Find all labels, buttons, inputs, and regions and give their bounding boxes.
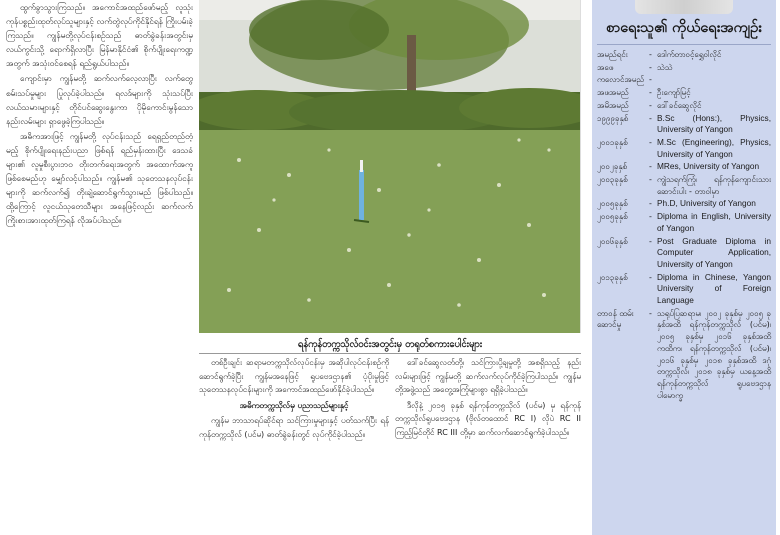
bio-dash: -	[649, 62, 652, 72]
bio-row	[597, 62, 771, 74]
bio-dash: -	[649, 162, 652, 172]
bio-key: ကလောင်အမည်	[597, 75, 645, 85]
bio-dash: -	[649, 308, 652, 318]
bio-dash: -	[649, 113, 652, 123]
bio-value: M.Sc (Engineering), Physics, University of Yangon	[657, 136, 771, 159]
bio-row	[597, 308, 771, 402]
bio-dash: -	[649, 137, 652, 147]
bio-key: အဖအမည်	[597, 88, 629, 98]
bio-key: ၂၀၀၂ခုနှစ်	[597, 162, 627, 172]
bio-row	[597, 113, 771, 136]
bio-value: Ph.D, University of Yangon	[657, 198, 756, 209]
bio-key: အမိအမည်	[597, 100, 629, 110]
field-trial-photo	[199, 0, 581, 333]
bio-key: အမည်ရင်း	[597, 50, 628, 59]
bio-dash: -	[649, 100, 652, 110]
article-paragraph: ထွက်ခွာသွားကြသည်။ အကောင်အထည်ဖော်မည့် လူသုံးကုန်ပစ္စည်းထုတ်လုပ်သူများနှင့် လက်တွဲလုပ်ကိုင်နိုင်ရန် ကြိုးပမ်းခဲ့ကြသည်။ ကျွန်မတို့လုပ်ငန်းစဉ်သည် ဓာတ်ခွဲခန်းအတွင်းမှ လယ်ကွင်းသို့ ရောက်ရှိလာပြီး မြန်မာနိုင်ငံ၏ စိုက်ပျိုးရေးကဏ္ဍအတွက် အသုံးဝင်စေရန် ရည်ရွယ်ပါသည်။	[6, 2, 193, 69]
bio-value: ကျွဲသရက်ကြုံ၊ ရန်ကုန်ကျောင်းသား ဆောင်းပါး - တာဝါမှာ	[657, 175, 771, 196]
article-paragraph: ကျောင်းမှာ ကျွန်မတို့ ဆက်လက်လေ့လာပြီး လက်တွေ့စမ်းသပ်မှုများ ပြုလုပ်ခဲ့ပါသည်။ ရလဒ်များကို သုံးသပ်ပြီး လယ်သမားများနှင့် တိုင်ပင်ဆွေးနွေးကာ ပိုမိုကောင်းမွန်သော နည်းလမ်းများ ရှာဖွေခဲ့ကြပါသည်။	[6, 73, 193, 126]
bio-value: Diploma in English, University of Yangon	[657, 211, 771, 233]
article-paragraph: ကျွန်မ ဘာသာရပ်ဆိုင်ရာ သင်ကြားမှုများနှင့် ပတ်သက်ပြီး ရန်ကုန်တက္ကသိုလ် (ပင်မ) ဓာတ်ခွဲခန်းတွင် လုပ်ကိုင်ခဲ့ပါသည်။	[199, 416, 389, 439]
bio-dash: -	[649, 199, 652, 209]
bio-dash: -	[649, 75, 652, 85]
middle-left-column	[199, 356, 389, 535]
article-paragraph: အဓိကအားဖြင့် ကျွန်မတို့ လုပ်ငန်းသည် ရေရှည်တည်တံ့မည့် စိုက်ပျိုးရေးနည်းပညာ ဖြစ်ရန် ရည်မှန်းထားပြီး ဒေသခံများ၏ လူမှုစီးပွားဘဝ တိုးတက်ရေးအတွက် အထောက်အကူ ဖြစ်စေမည်ဟု မျှော်လင့်ပါသည်။ ကျွန်မ၏ သုတေသနလုပ်ငန်းများကို ဆက်လက်၍ တိုးချဲ့ဆောင်ရွက်သွားမည် ဖြစ်ပါသည်။ ထို့ကြောင့် လူငယ်သုတေသီများ အနေဖြင့်လည်း ဆက်လက်ကြိုးစားအားထုတ်ကြရန် လိုအပ်ပါသည်။	[6, 130, 193, 226]
bio-row	[597, 49, 771, 61]
bio-dash: -	[649, 272, 652, 282]
article-paragraph: ဒေါ်ခင်ဆွေလတ်တို့၊ သင်ကြားပို့ချမှုတို့ အစရှိသည့် နည်းလမ်းများဖြင့် ကျွန်မတို့ ဆက်လက်လုပ်ကိုင်ခဲ့ကြပါသည်။ ကျွန်မတို့အဖွဲ့သည် အတွေ့အကြုံများစွာ ရရှိခဲ့ပါသည်။	[395, 358, 581, 395]
bio-row	[597, 100, 771, 112]
bio-value: Diploma in Chinese, Yangon University of Foreign Language	[657, 271, 771, 306]
bio-key: ၂၀၀၃ခုနှစ်	[597, 175, 628, 185]
bio-list	[597, 49, 771, 401]
bio-value: ဒေါ်ခင်ဆွေလိုင်	[657, 100, 702, 110]
bio-dash: -	[649, 175, 652, 185]
bio-value: B.Sc (Hons:), Physics, University of Yangon	[657, 112, 771, 135]
bio-row	[597, 236, 771, 271]
bio-dash: -	[649, 236, 652, 246]
bio-key: ၂၀၀၆ခုနှစ်	[597, 236, 628, 246]
article-paragraph: ဒီလိုနဲ့ ၂၀၁၅ ခုနှစ် ရန်ကုန်တက္ကသိုလ် (ပင်မ) မှ ရန်ကုန်တက္ကသိုလ်ရူပဗေဒဌာန (ဗိုလ်တထောင် RC I) လိုပဲ RC II ကြည့်မြင်တိုင် RC III တို့မှာ ဆက်လက်ဆောင်ရွက်ခဲ့ပါသည်။	[395, 400, 581, 437]
bio-dash: -	[649, 212, 652, 222]
bio-row	[597, 137, 771, 160]
bio-dash: -	[649, 50, 652, 59]
author-bio-sidebar	[592, 0, 776, 535]
bio-value: ဦးကျော်မြင့်	[657, 88, 691, 98]
bio-row	[597, 161, 771, 173]
bio-row	[597, 74, 771, 86]
bio-value	[657, 74, 771, 86]
bio-row	[597, 174, 771, 197]
bio-key: ၂၀၁၃ခုနှစ်	[597, 272, 628, 282]
sidebar-title: စာရေးသူ၏ ကိုယ်ရေးအကျဉ်း	[597, 14, 771, 45]
bio-key: အဖေ	[597, 62, 614, 72]
photo-caption: ရန်ကုန်တက္ကသိုလ်ဝင်းအတွင်းမှ တရုတ်စကားပေါင်းများ	[199, 336, 581, 354]
section-subheading: အဓိကတက္ကသိုလ်မှ ပညာသည်များနှင့်	[239, 400, 349, 410]
bio-value: သဲသဲ	[657, 62, 673, 72]
left-article-column	[6, 0, 193, 535]
article-paragraph: တစ်ဦးချင်း ဆရာမတက္ကသိုလ်လုပ်ငန်းမှ အဆိုပါလုပ်ငန်းစဉ်ကို ဆောင်ရွက်ခဲ့ပြီး ကျွန်မအနေဖြင့် ရူပဗေဒဌာန၏ ပံ့ပိုးမှုဖြင့် သုတေသနလုပ်ငန်းများကို အကောင်အထည်ဖော်နိုင်ခဲ့ပါသည်။	[199, 358, 389, 395]
bio-row	[597, 198, 771, 210]
bio-key: ၁၉၉၉ခုနှစ်	[597, 113, 629, 123]
bio-row	[597, 272, 771, 307]
bio-value: MRes, University of Yangon	[657, 161, 760, 172]
bio-value: သရုပ်ပြဆရာမ၊ ၂၀၀၂ ခုနှစ်မှ ၂၀၀၅ ခုနှစ်အထိ ရန်ကုန်တက္ကသိုလ် (ပင်မ)၊ ၂၀၀၅ ခုနှစ်မှ ၂၀၁၆ ခုနှစ်အထိ ကထိက၊ ရန်ကုန်တက္ကသိုလ် (ပင်မ)၊ ၂၀၁၆ ခုနှစ်မှ ၂၀၁၈ ခုနှစ်အထိ ဒဂုံတက္ကသိုလ်၊ ၂၀၁၈ ခုနှစ်မှ ယနေ့အထိ ရန်ကုန်တက္ကသိုလ် ရူပဗေဒဌာန ပါမောက္ခ	[657, 308, 771, 400]
middle-right-column	[395, 356, 581, 535]
bio-value: ဒေါက်တာဝင့်ရွှေဝါလိုင်	[657, 50, 722, 59]
bio-value: Post Graduate Diploma in Computer Application, University of Yangon	[657, 235, 771, 269]
bio-key: ၂၀၀၁ခုနှစ်	[597, 137, 628, 147]
bio-dash: -	[649, 88, 652, 98]
bio-key: ၂၀၀၅ခုနှစ်	[597, 212, 628, 222]
bio-row	[597, 211, 771, 234]
photo-illustration	[199, 0, 581, 333]
bio-row	[597, 87, 771, 99]
author-photo	[635, 0, 733, 14]
bio-key: ၂၀၀၅ခုနှစ်	[597, 199, 628, 209]
bio-key: တာဝန် ထမ်းဆောင်မှု	[597, 308, 634, 330]
